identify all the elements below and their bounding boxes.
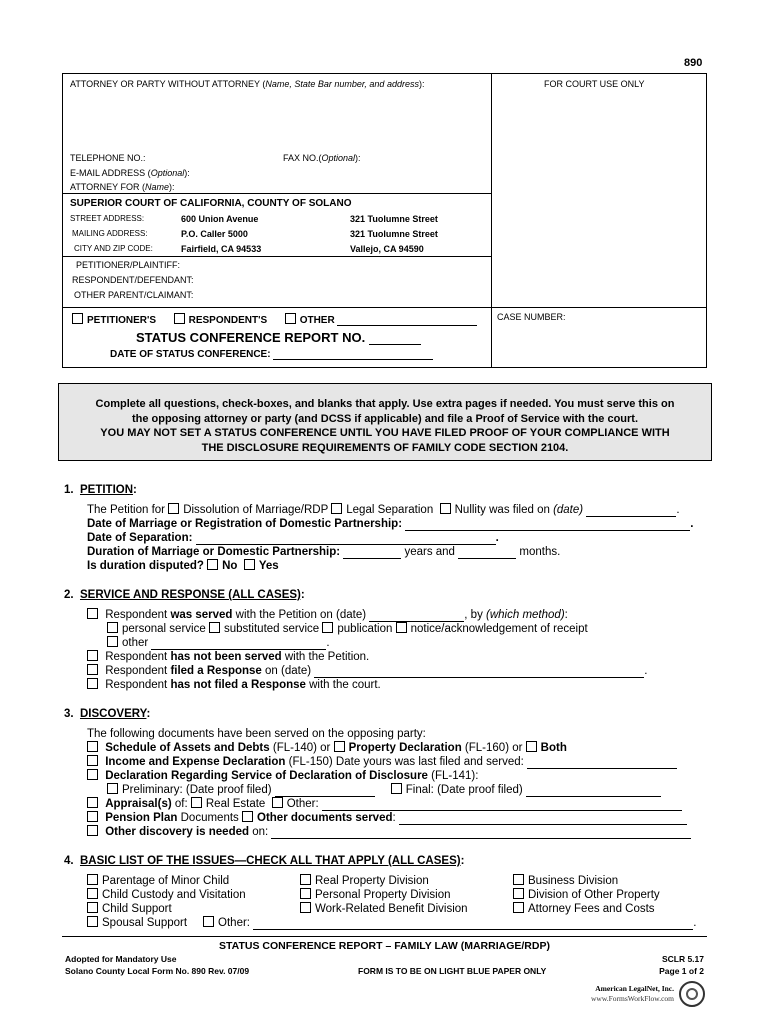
- s3-income-row: Income and Expense Declaration (FL-150) Date yours was last filed and served:: [87, 755, 677, 769]
- issue-item: Work-Related Benefit Division: [300, 902, 468, 916]
- mailing-1: P.O. Caller 5000: [181, 229, 248, 239]
- street-1: 600 Union Avenue: [181, 214, 259, 224]
- s3-prelim-row: Preliminary: (Date proof filed) Final: (Date proof filed): [107, 783, 661, 797]
- brand-logo-icon: [679, 981, 705, 1007]
- s1-duration-row: Duration of Marriage or Domestic Partnership: years and months.: [87, 546, 561, 558]
- issue-item: Real Property Division: [300, 874, 468, 888]
- issue-checkbox[interactable]: [87, 874, 98, 885]
- disputed-yes-checkbox[interactable]: [244, 559, 255, 570]
- issue-item: Child Support: [87, 902, 696, 916]
- issue-item: Attorney Fees and Costs: [513, 902, 660, 916]
- footer-website: www.FormsWorkFlow.com: [590, 994, 674, 1003]
- issue-item: Spousal Support Other: .: [87, 916, 696, 930]
- case-number-label: CASE NUMBER:: [497, 312, 566, 322]
- caption-hline-2: [62, 307, 707, 308]
- issue-checkbox[interactable]: [513, 902, 524, 913]
- parties-divider: [62, 256, 492, 257]
- conference-date-row: DATE OF STATUS CONFERENCE:: [110, 349, 433, 360]
- issue-checkbox[interactable]: [87, 902, 98, 913]
- report-number-field[interactable]: [369, 344, 421, 345]
- s4-col2: [300, 874, 468, 916]
- telephone-label: TELEPHONE NO.:: [70, 153, 146, 163]
- mailing-label: MAILING ADDRESS:: [72, 229, 148, 238]
- city-label: CITY AND ZIP CODE:: [74, 244, 153, 253]
- issue-other-field[interactable]: [253, 929, 693, 930]
- issue-checkbox[interactable]: [513, 874, 524, 885]
- conference-date-field[interactable]: [273, 359, 433, 360]
- footer-local-form: Solano County Local Form No. 890 Rev. 07/09: [65, 966, 250, 976]
- appraisals-checkbox[interactable]: [87, 797, 98, 808]
- report-type-row: PETITIONER'S RESPONDENT'S OTHER: [72, 313, 477, 326]
- s3-heading: 3. DISCOVERY:: [64, 708, 151, 720]
- schedule-checkbox[interactable]: [87, 741, 98, 752]
- duration-years-field[interactable]: [343, 558, 401, 559]
- instructions-text: Complete all questions, check-boxes, and blanks that apply. Use extra pages if needed. You must serve this on the opposing attorney or party (and DCSS if applicable) and file a Proof of Service with the court. YOU MAY NOT SET A STATUS CONFERENCE UNTIL YOU HAVE FILED PROOF OF YOUR COMPLIANCE WITH THE DISCLOSURE REQUIREMENTS OF FAMILY CODE SECTION 2104.: [95, 398, 675, 454]
- city-1: Fairfield, CA 94533: [181, 244, 262, 254]
- declaration-checkbox[interactable]: [87, 769, 98, 780]
- not-filed-checkbox[interactable]: [87, 678, 98, 689]
- footer-blue-paper: FORM IS TO BE ON LIGHT BLUE PAPER ONLY: [358, 966, 547, 976]
- s2-served-row: Respondent was served with the Petition on (date) , by (which method):: [87, 608, 568, 622]
- form-number: 890: [684, 57, 703, 69]
- s3-appraisal-row: Appraisal(s) of: Real Estate Other:: [87, 797, 682, 811]
- caption-hline-1: [62, 193, 492, 194]
- s2-not-served-row: Respondent has not been served with the Petition.: [87, 650, 369, 664]
- s1-petition-row: The Petition for Dissolution of Marriage/RDP Legal Separation Nullity was filed on (date) .: [87, 504, 680, 516]
- respondent-label: RESPONDENT/DEFENDANT:: [72, 275, 194, 285]
- income-date-field[interactable]: [527, 768, 677, 769]
- caption-divider: [491, 73, 492, 368]
- issue-checkbox[interactable]: [300, 874, 311, 885]
- both-checkbox[interactable]: [526, 741, 537, 752]
- footer-rule: [62, 936, 707, 937]
- petitioners-checkbox[interactable]: [72, 313, 83, 324]
- footer-title: STATUS CONFERENCE REPORT – FAMILY LAW (MARRIAGE/RDP): [219, 940, 550, 952]
- appraisal-other-checkbox[interactable]: [272, 797, 283, 808]
- street-2: 321 Tuolumne Street: [350, 214, 438, 224]
- issue-checkbox[interactable]: [300, 902, 311, 913]
- income-checkbox[interactable]: [87, 755, 98, 766]
- mailing-2: 321 Tuolumne Street: [350, 229, 438, 239]
- fax-label: FAX NO.(Optional):: [283, 153, 361, 163]
- property-declaration-checkbox[interactable]: [334, 741, 345, 752]
- s4-heading: 4. BASIC LIST OF THE ISSUES—CHECK ALL THAT APPLY (ALL CASES):: [64, 855, 465, 867]
- issue-item: Business Division: [513, 874, 660, 888]
- report-title: STATUS CONFERENCE REPORT NO.: [136, 330, 421, 345]
- respondents-checkbox[interactable]: [174, 313, 185, 324]
- court-use-label: FOR COURT USE ONLY: [544, 79, 645, 89]
- other-field[interactable]: [337, 325, 477, 326]
- footer-sclr: SCLR 5.17: [661, 954, 704, 964]
- issue-item: Division of Other Property: [513, 888, 660, 902]
- issue-item: Child Custody and Visitation: [87, 888, 696, 902]
- email-label: E-MAIL ADDRESS (Optional):: [70, 168, 190, 178]
- s1-separation-row: Date of Separation: .: [87, 532, 499, 544]
- not-served-checkbox[interactable]: [87, 650, 98, 661]
- attorney-label: ATTORNEY OR PARTY WITHOUT ATTORNEY (Name, State Bar number, and address):: [70, 79, 425, 89]
- s3-intro: The following documents have been served on the opposing party:: [87, 728, 426, 740]
- issue-item: Parentage of Minor Child: [87, 874, 696, 888]
- real-estate-checkbox[interactable]: [191, 797, 202, 808]
- pension-checkbox[interactable]: [87, 811, 98, 822]
- s2-filed-response-row: Respondent filed a Response on (date) .: [87, 664, 647, 678]
- footer-page: Page 1 of 2: [659, 966, 704, 976]
- filed-response-checkbox[interactable]: [87, 664, 98, 675]
- s2-method-row: personal service substituted service publication notice/acknowledgement of receipt: [107, 622, 588, 636]
- s1-disputed-row: Is duration disputed? No Yes: [87, 560, 279, 572]
- s3-declaration-row: Declaration Regarding Service of Declaration of Disclosure (FL-141):: [87, 769, 478, 783]
- s3-pension-row: Pension Plan Documents Other documents served:: [87, 811, 687, 825]
- issue-checkbox[interactable]: [87, 888, 98, 899]
- publication-checkbox[interactable]: [322, 622, 333, 633]
- other-discovery-checkbox[interactable]: [87, 825, 98, 836]
- preliminary-checkbox[interactable]: [107, 783, 118, 794]
- issue-checkbox[interactable]: [300, 888, 311, 899]
- legal-separation-checkbox[interactable]: [331, 503, 342, 514]
- substituted-service-checkbox[interactable]: [209, 622, 220, 633]
- petitioner-label: PETITIONER/PLAINTIFF:: [76, 260, 181, 270]
- s3-schedule-row: Schedule of Assets and Debts (FL-140) or Property Declaration (FL-160) or Both: [87, 741, 567, 755]
- other-docs-checkbox[interactable]: [242, 811, 253, 822]
- other-checkbox[interactable]: [285, 313, 296, 324]
- issue-other-checkbox[interactable]: [203, 916, 214, 927]
- city-2: Vallejo, CA 94590: [350, 244, 424, 254]
- s4-col3: [513, 874, 660, 916]
- court-title: SUPERIOR COURT OF CALIFORNIA, COUNTY OF SOLANO: [70, 198, 352, 209]
- footer-adopted: Adopted for Mandatory Use: [65, 954, 177, 964]
- s1-marriage-date-row: Date of Marriage or Registration of Domestic Partnership: .: [87, 518, 694, 530]
- personal-service-checkbox[interactable]: [107, 622, 118, 633]
- s2-heading: 2. SERVICE AND RESPONSE (ALL CASES):: [64, 589, 305, 601]
- notice-checkbox[interactable]: [396, 622, 407, 633]
- disputed-no-checkbox[interactable]: [207, 559, 218, 570]
- issue-item: Personal Property Division: [300, 888, 468, 902]
- duration-months-field[interactable]: [458, 558, 516, 559]
- street-label: STREET ADDRESS:: [70, 214, 145, 223]
- s1-heading: 1. PETITION:: [64, 484, 137, 496]
- dissolution-checkbox[interactable]: [168, 503, 179, 514]
- method-other-checkbox[interactable]: [107, 636, 118, 647]
- final-checkbox[interactable]: [391, 783, 402, 794]
- s2-not-filed-row: Respondent has not filed a Response with the court.: [87, 678, 381, 692]
- attorney-for-label: ATTORNEY FOR (Name):: [70, 182, 175, 192]
- other-discovery-field[interactable]: [271, 838, 691, 839]
- issue-checkbox[interactable]: [87, 916, 98, 927]
- s3-other-discovery-row: Other discovery is needed on:: [87, 825, 691, 839]
- was-served-checkbox[interactable]: [87, 608, 98, 619]
- other-parent-label: OTHER PARENT/CLAIMANT:: [74, 290, 194, 300]
- issue-checkbox[interactable]: [513, 888, 524, 899]
- s2-other-row: other .: [107, 636, 330, 650]
- nullity-checkbox[interactable]: [440, 503, 451, 514]
- footer-brand: American LegalNet, Inc.: [595, 984, 674, 993]
